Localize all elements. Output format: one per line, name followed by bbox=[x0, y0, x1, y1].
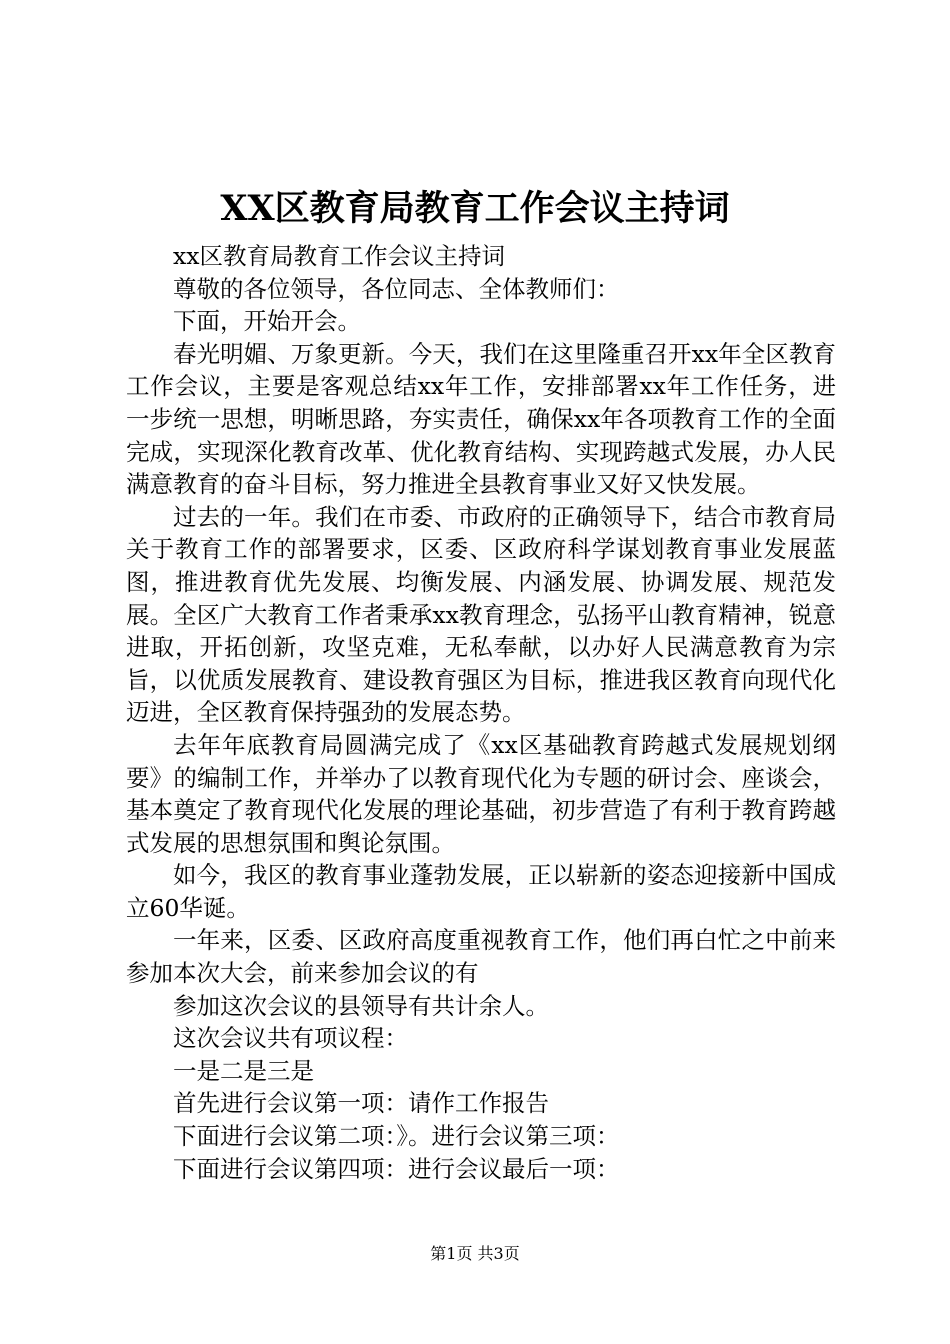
paragraph-planning: 去年年底教育局圆满完成了《xx区基础教育跨越式发展规划纲要》的编制工作，并举办了以教育现代化为专题的研讨会、座谈会，基本奠定了教育现代化发展的理论基础，初步营造了有利于教育跨越式发展的思想氛围和舆论氛围。 bbox=[126, 730, 836, 857]
paragraph-agenda: 这次会议共有项议程： bbox=[173, 1024, 408, 1053]
paragraph-opening: 下面，开始开会。 bbox=[173, 307, 361, 336]
paragraph-leaders: 参加这次会议的县领导有共计余人。 bbox=[173, 991, 549, 1020]
paragraph-introduction: 春光明媚、万象更新。今天，我们在这里隆重召开xx年全区教育工作会议，主要是客观总结xx年工作，安排部署xx年工作任务，进一步统一思想，明晰思路，夯实责任，确保xx年各项教育工作的全面完成，实现深化教育改革、优化教育结构、实现跨越式发展，办人民满意教育的奋斗目标，努力推进全县教育事业又好又快发展。 bbox=[126, 339, 836, 499]
paragraph-subtitle: xx区教育局教育工作会议主持词 bbox=[173, 242, 506, 270]
paragraph-item-two-three: 下面进行会议第二项：》。进行会议第三项： bbox=[173, 1122, 620, 1151]
paragraph-attendance: 一年来，区委、区政府高度重视教育工作，他们再白忙之中前来参加本次大会，前来参加会议的有 bbox=[126, 926, 836, 988]
paragraph-item-one: 首先进行会议第一项：请作工作报告 bbox=[173, 1089, 549, 1118]
paragraph-item-four-last: 下面进行会议第四项：进行会议最后一项： bbox=[173, 1154, 620, 1183]
paragraph-salutation: 尊敬的各位领导，各位同志、全体教师们： bbox=[173, 274, 620, 303]
document-body bbox=[126, 240, 836, 1185]
page-footer: 第1页 共3页 bbox=[430, 1244, 520, 1263]
document-title: XX区教育局教育工作会议主持词 bbox=[220, 188, 730, 229]
paragraph-now: 如今，我区的教育事业蓬勃发展，正以崭新的姿态迎接新中国成立60华诞。 bbox=[126, 861, 836, 922]
paragraph-items: 一是二是三是 bbox=[173, 1056, 314, 1085]
paragraph-past-year: 过去的一年。我们在市委、市政府的正确领导下，结合市教育局关于教育工作的部署要求，区委、区政府科学谋划教育事业发展蓝图，推进教育优先发展、均衡发展、内涵发展、协调发展、规范发展。全区广大教育工作者秉承xx教育理念，弘扬平山教育精神，锐意进取，开拓创新，攻坚克难，无私奉献，以办好人民满意教育为宗旨，以优质发展教育、建设教育强区为目标，推进我区教育向现代化迈进，全区教育保持强劲的发展态势。 bbox=[126, 502, 836, 727]
